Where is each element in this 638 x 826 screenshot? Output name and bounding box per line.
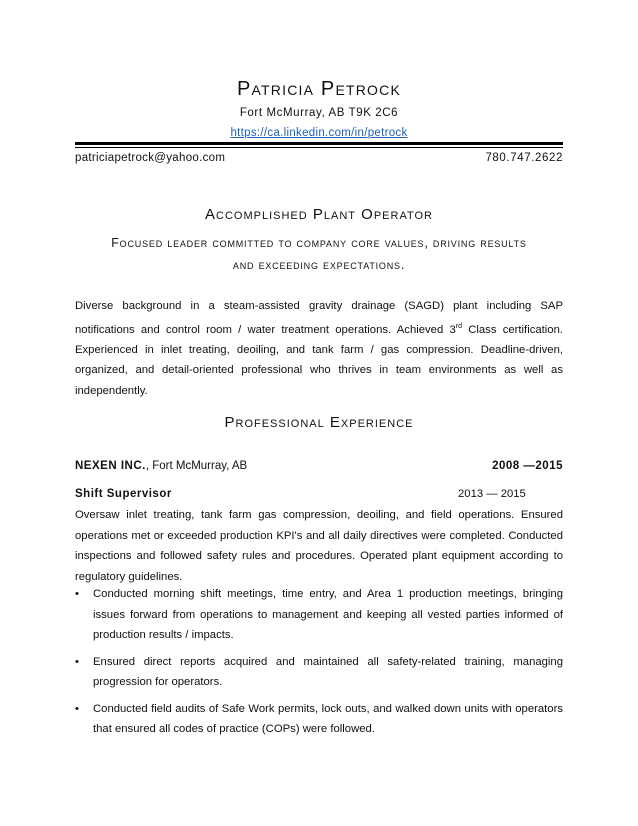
employer-dates: 2008 —2015 [492, 460, 563, 472]
bullet-text: Conducted field audits of Safe Work permits, lock outs, and walked down units with operators that ensured all codes of practice (COPs) were followed. [93, 702, 563, 735]
summary [75, 296, 563, 401]
phone: 780.747.2622 [485, 152, 563, 164]
bullet-icon: • [75, 702, 79, 715]
list-item [75, 699, 563, 740]
employer-name: NEXEN INC. [75, 460, 146, 472]
employer-location: , Fort McMurray, AB [145, 460, 248, 472]
list-item [75, 584, 563, 646]
email: patriciapetrock@yahoo.com [75, 152, 226, 164]
header-divider-thin [75, 147, 563, 148]
summary-part1: Diverse background in a steam-assisted gravity drainage (SAGD) plant including SAP notifications and control room / water treatment operations. Achieved 3 [75, 300, 563, 336]
achievement-list [75, 584, 563, 746]
role-title: Shift Supervisor [75, 488, 172, 500]
profile-title: Accomplished Plant Operator [205, 206, 433, 223]
list-item [75, 652, 563, 693]
tagline-line2: and exceeding expectations. [232, 258, 406, 272]
experience-heading: Professional Experience [224, 414, 414, 431]
summary-part2: Class certification. Experienced in inlet treating, deoiling, and tank farm / gas compression. Deadline-driven, organized, and detail-oriented professional who thrives in team environments as well as independently. [75, 323, 563, 397]
bullet-text: Ensured direct reports acquired and maintained all safety-related training, managing progression for operators. [93, 655, 563, 688]
bullet-text: Conducted morning shift meetings, time entry, and Area 1 production meetings, bringing issues forward from operations to management and keeping all vested parties informed of production results / impacts. [93, 588, 563, 641]
header-divider-thick [75, 142, 563, 145]
candidate-name: Patricia Petrock [237, 78, 401, 100]
address: Fort McMurray, AB T9K 2C6 [239, 107, 399, 119]
linkedin-link[interactable]: https://ca.linkedin.com/in/petrock [230, 127, 408, 139]
summary-sup: rd [455, 322, 462, 330]
tagline-line1: Focused leader committed to company core values, driving results [111, 236, 527, 250]
role-dates: 2013 — 2015 [458, 488, 526, 500]
bullet-icon: • [75, 655, 79, 668]
role-description: Oversaw inlet treating, tank farm gas compression, deoiling, and field operations. Ensured operations met or exceeded production KPI's and all daily directives were completed. Conducted inspections and followed safety rules and procedures. Operated plant equipment according to regulatory guidelines. [75, 509, 563, 583]
employer [75, 460, 247, 472]
bullet-icon: • [75, 588, 79, 600]
